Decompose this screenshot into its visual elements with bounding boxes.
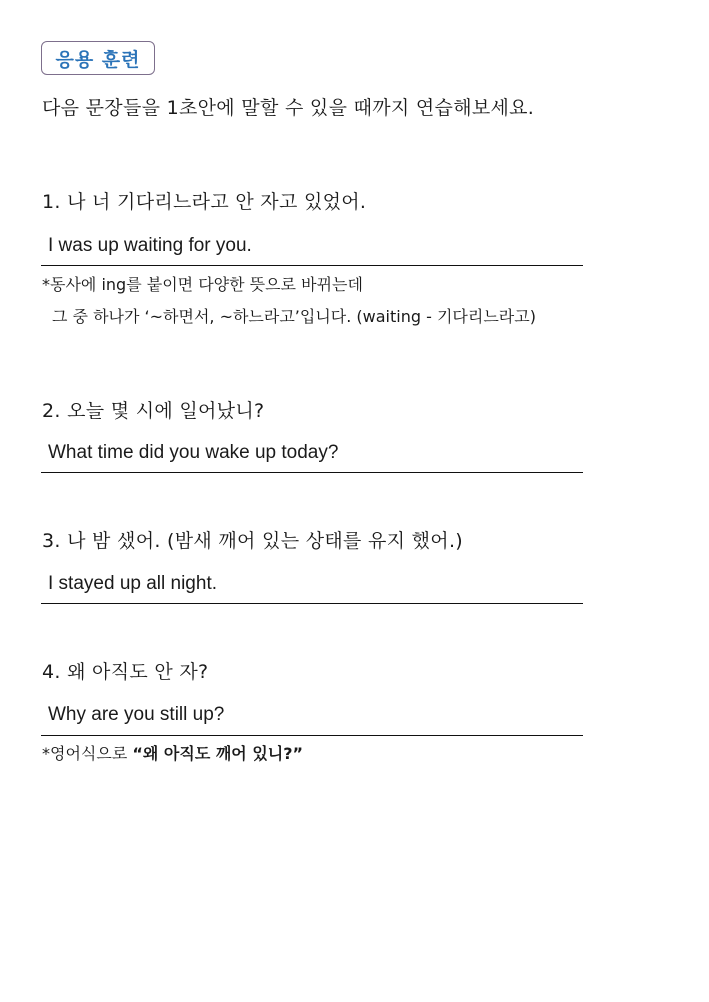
- item-3-korean: 3. 나 밤 샜어. (밤새 깨어 있는 상태를 유지 했어.): [42, 530, 464, 552]
- item-1-korean: 1. 나 너 기다리느라고 안 자고 있었어.: [42, 191, 367, 213]
- item-2-korean: 2. 오늘 몇 시에 일어났니?: [42, 400, 265, 422]
- item-4-note-bold: “왜 아직도 깨어 있니?”: [132, 744, 304, 763]
- item-4-note-prefix: *영어식으로: [42, 744, 133, 763]
- item-3-underline: [41, 603, 583, 604]
- item-3-english: I stayed up all night.: [48, 573, 217, 594]
- item-1-english: I was up waiting for you.: [48, 235, 252, 256]
- item-4-underline: [41, 735, 583, 736]
- instruction-text: 다음 문장들을 1초안에 말할 수 있을 때까지 연습해보세요.: [42, 97, 535, 119]
- item-1-note-line-2: 그 중 하나가 ‘~하면서, ~하느라고’입니다. (waiting - 기다리느라고): [52, 307, 536, 326]
- section-badge-label: 응용 훈련: [55, 48, 141, 71]
- item-1-underline: [41, 265, 583, 266]
- item-2-english: What time did you wake up today?: [48, 442, 339, 463]
- item-4-note: [42, 741, 303, 764]
- item-1-note-line-1: *동사에 ing를 붙이면 다양한 뜻으로 바뀌는데: [42, 275, 363, 294]
- item-4-korean: 4. 왜 아직도 안 자?: [42, 661, 209, 683]
- section-badge: [41, 41, 155, 75]
- item-2-underline: [41, 472, 583, 473]
- item-4-english: Why are you still up?: [48, 704, 225, 725]
